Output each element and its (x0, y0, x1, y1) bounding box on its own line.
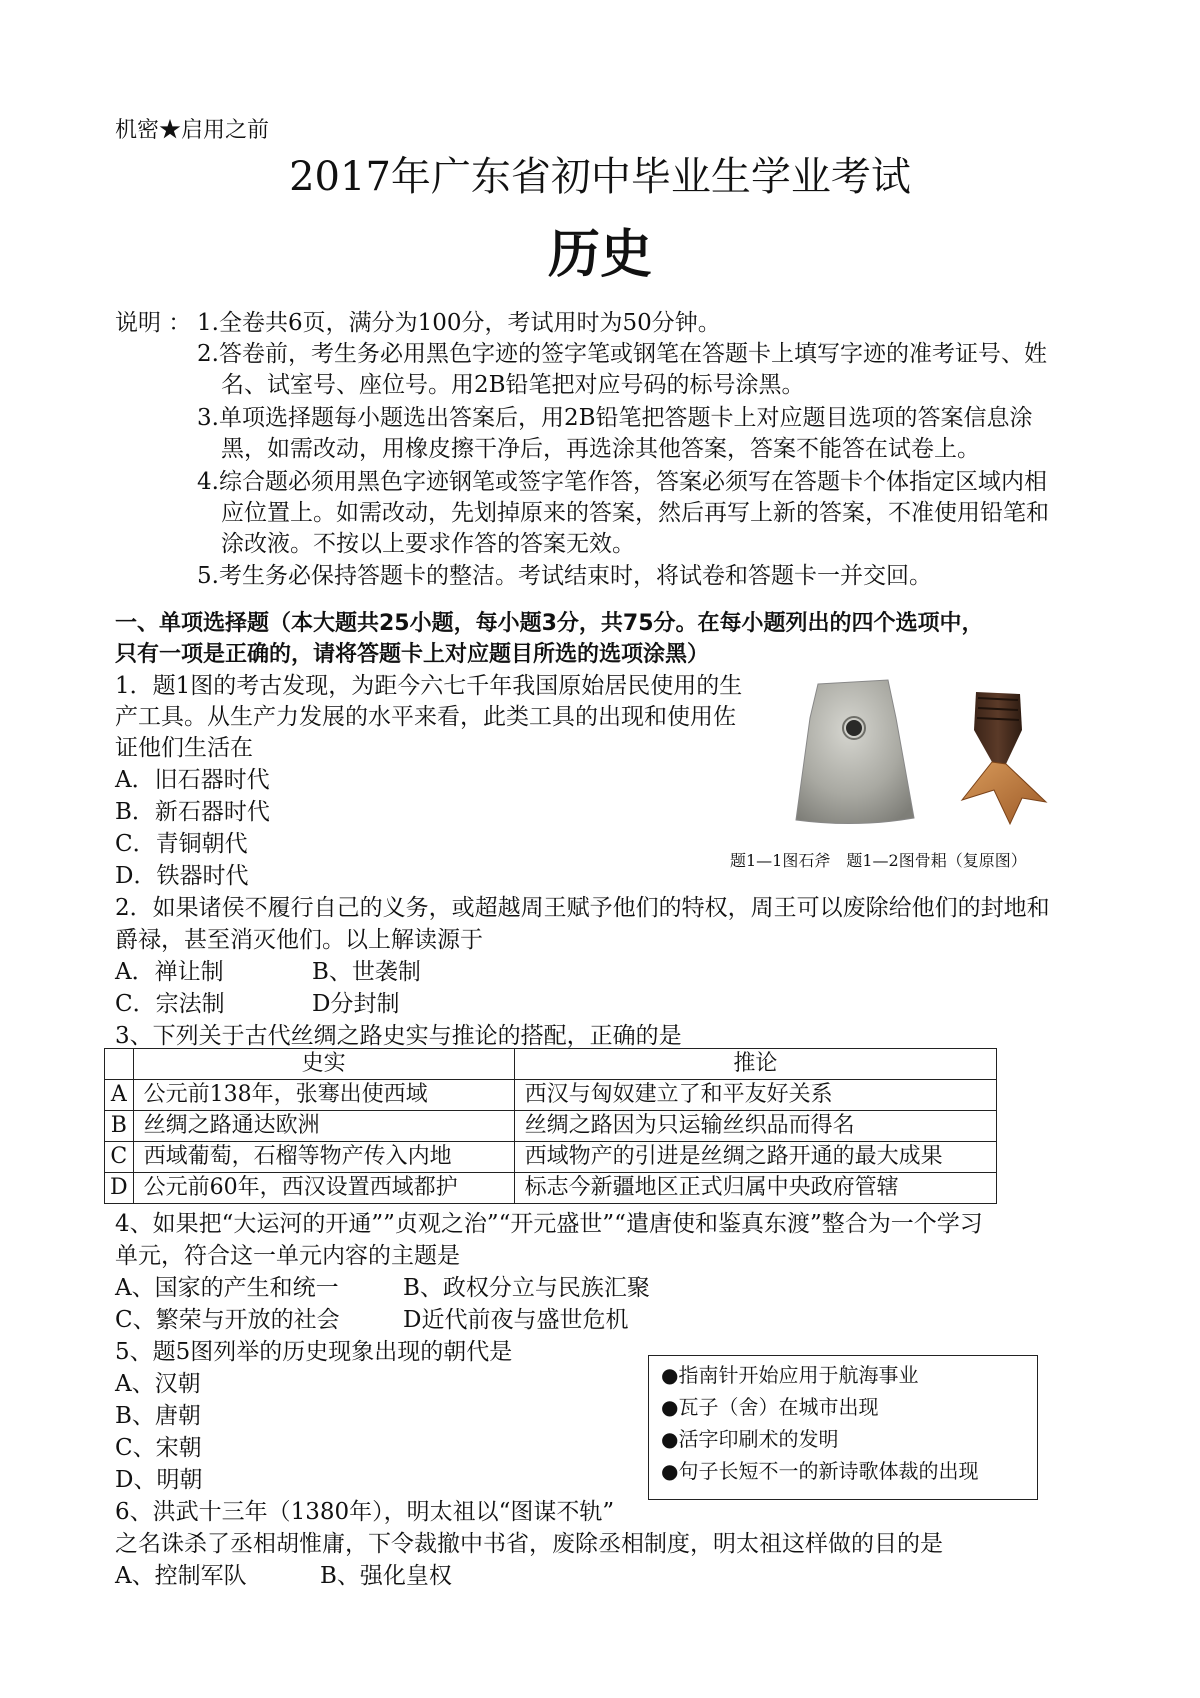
section-heading-line2: 只有一项是正确的，请将答题卡上对应题目所选的选项涂黑） (115, 642, 710, 667)
table-row (105, 1111, 997, 1142)
q5-option-c: C、宋朝 (115, 1435, 202, 1461)
instruction-3-line1: 3.单项选择题每小题选出答案后，用2B铅笔把答题卡上对应题目选项的答案信息涂 (197, 405, 1033, 431)
instruction-5: 5.考生务必保持答题卡的整洁。考试结束时，将试卷和答题卡一并交回。 (197, 563, 932, 589)
row-key: A (105, 1080, 134, 1111)
q2-option-a: A．禅让制 (115, 959, 224, 985)
table-header-row (105, 1049, 997, 1080)
row-fact: 丝绸之路通达欧洲 (133, 1111, 514, 1142)
row-fact: 公元前138年，张骞出使西域 (133, 1080, 514, 1111)
q4-stem-line1: 4、如果把“大运河的开通””贞观之治”“开元盛世”“遣唐使和鉴真东渡”整合为一个学习 (115, 1211, 983, 1237)
q4-option-b: B、政权分立与民族汇聚 (403, 1275, 650, 1301)
row-fact: 公元前60年，西汉设置西域都护 (133, 1173, 514, 1204)
instruction-2-line1: 2.答卷前，考生务必用黑色字迹的签字笔或钢笔在答题卡上填写字迹的准考证号、姓 (197, 341, 1047, 367)
q5-box-item: ●瓦子（舍）在城市出现 (661, 1395, 879, 1419)
exam-title: 2017年广东省初中毕业生学业考试 (289, 154, 911, 200)
q1-option-c: C．青铜朝代 (115, 831, 248, 857)
instruction-3-line2: 黑，如需改动，用橡皮擦干净后，再选涂其他答案，答案不能答在试卷上。 (221, 436, 980, 462)
row-key: B (105, 1111, 134, 1142)
table-header-fact: 史实 (133, 1049, 514, 1080)
instruction-1: 1.全卷共6页，满分为100分，考试用时为50分钟。 (197, 310, 721, 336)
q3-stem: 3、下列关于古代丝绸之路史实与推论的搭配，正确的是 (115, 1023, 682, 1049)
q5-box-item: ●活字印刷术的发明 (661, 1427, 839, 1451)
q6-stem-line2: 之名诛杀了丞相胡惟庸，下令裁撤中书省，废除丞相制度，明太祖这样做的目的是 (115, 1531, 943, 1557)
row-key: C (105, 1142, 134, 1173)
instruction-4-line1: 4.综合题必须用黑色字迹钢笔或签字笔作答，答案必须写在答题卡个体指定区域内相 (197, 469, 1047, 495)
instruction-4-line2: 应位置上。如需改动，先划掉原来的答案，然后再写上新的答案，不准使用铅笔和 (221, 500, 1049, 526)
row-inference: 西域物产的引进是丝绸之路开通的最大成果 (514, 1142, 996, 1173)
stone-axe-figure (790, 678, 920, 828)
table-row (105, 1080, 997, 1111)
q1-stem-line1: 1．题1图的考古发现，为距今六七千年我国原始居民使用的生 (115, 673, 743, 699)
bone-spade-figure (950, 690, 1055, 830)
q6-stem-line1: 6、洪武十三年（1380年），明太祖以“图谋不轨” (115, 1499, 615, 1525)
q6-option-a: A、控制军队 (115, 1563, 247, 1589)
q1-figure-caption: 题1—1图石斧 题1—2图骨耜（复原图） (730, 851, 1027, 870)
instruction-2-line2: 名、试室号、座位号。用2B铅笔把对应号码的标号涂黑。 (221, 372, 805, 398)
q1-stem-line2: 产工具。从生产力发展的水平来看，此类工具的出现和使用佐 (115, 704, 736, 730)
q2-option-b: B、世袭制 (312, 959, 421, 985)
q6-option-b: B、强化皇权 (320, 1563, 452, 1589)
q5-box-item: ●指南针开始应用于航海事业 (661, 1363, 919, 1387)
table-header-key (105, 1049, 134, 1080)
table-row (105, 1173, 997, 1204)
instructions-label: 说明 ： (115, 310, 192, 336)
section-heading-line1: 一、单项选择题（本大题共25小题，每小题3分，共75分。在每小题列出的四个选项中， (115, 611, 984, 636)
subject-title: 历史 (547, 225, 652, 285)
instruction-4-line3: 涂改液。不按以上要求作答的答案无效。 (221, 531, 635, 557)
q1-option-b: B．新石器时代 (115, 799, 270, 825)
row-fact: 西域葡萄，石榴等物产传入内地 (133, 1142, 514, 1173)
confidential-label: 机密★启用之前 (115, 118, 270, 143)
q2-option-d: D分封制 (312, 991, 400, 1017)
q5-option-b: B、唐朝 (115, 1403, 201, 1429)
q5-stem: 5、题5图列举的历史现象出现的朝代是 (115, 1339, 513, 1365)
q5-box-item: ●句子长短不一的新诗歌体裁的出现 (661, 1459, 979, 1483)
q1-stem-line3: 证他们生活在 (115, 735, 253, 761)
q5-figure-box (648, 1355, 1038, 1500)
row-inference: 西汉与匈奴建立了和平友好关系 (514, 1080, 996, 1111)
q2-stem-line1: 2．如果诸侯不履行自己的义务，或超越周王赋予他们的特权，周王可以废除给他们的封地和 (115, 895, 1050, 921)
q4-option-d: D近代前夜与盛世危机 (403, 1307, 629, 1333)
q5-option-a: A、汉朝 (115, 1371, 201, 1397)
q4-option-c: C、繁荣与开放的社会 (115, 1307, 340, 1333)
row-inference: 丝绸之路因为只运输丝织品而得名 (514, 1111, 996, 1142)
q2-option-c: C．宗法制 (115, 991, 225, 1017)
q1-option-a: A．旧石器时代 (115, 767, 270, 793)
q4-option-a: A、国家的产生和统一 (115, 1275, 339, 1301)
table-row (105, 1142, 997, 1173)
q2-stem-line2: 爵禄，甚至消灭他们。以上解读源于 (115, 927, 483, 953)
row-key: D (105, 1173, 134, 1204)
table-header-inference: 推论 (514, 1049, 996, 1080)
q5-option-d: D、明朝 (115, 1467, 203, 1493)
q3-table (104, 1048, 997, 1204)
row-inference: 标志今新疆地区正式归属中央政府管辖 (514, 1173, 996, 1204)
q1-option-d: D．铁器时代 (115, 863, 249, 889)
q4-stem-line2: 单元，符合这一单元内容的主题是 (115, 1243, 460, 1269)
